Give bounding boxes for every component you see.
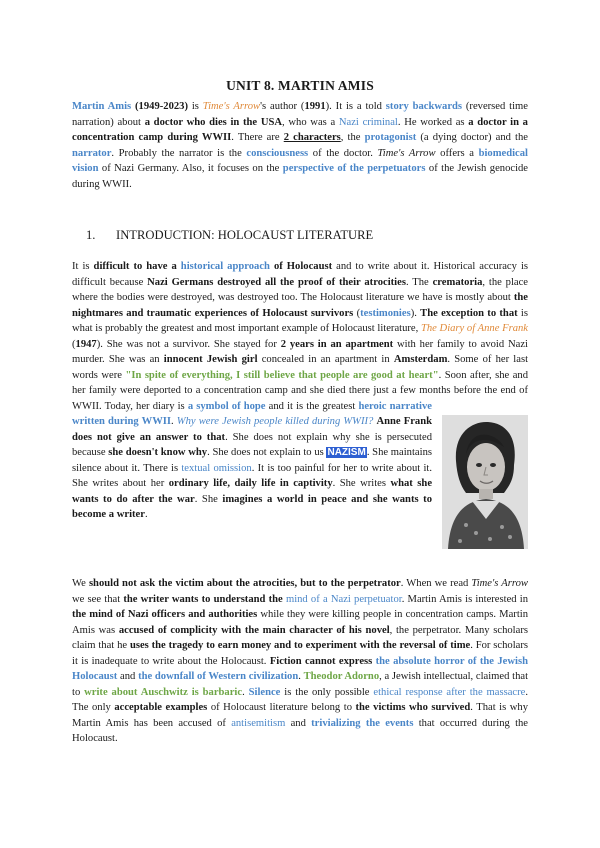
emphasis: Fiction cannot express [269, 655, 373, 667]
keyword: ethical response after the massacre [373, 686, 526, 698]
keyword: mind of a Nazi perpetuator [285, 593, 402, 605]
text-run: . He worked as [397, 116, 469, 128]
book-title: Time's Arrow [471, 578, 528, 589]
emphasis: of Holocaust [273, 261, 333, 272]
text-run: . She [194, 493, 223, 505]
emphasis: Nazi Germans destroyed all the proof of their atrocities [147, 276, 406, 288]
anne-frank-photo [442, 415, 528, 549]
text-run: . Probably the narrator is the [111, 147, 247, 159]
keyword: testimonies [360, 307, 411, 319]
text-run: . [144, 509, 148, 520]
text-run: (reversed time narration) about [72, 101, 528, 128]
text-run: concealed in an apartment in [257, 354, 394, 365]
emphasis: accused of complicity with the main character of his novel [118, 624, 390, 636]
text-run: . She writes [332, 478, 391, 489]
page-title: UNIT 8. MARTIN AMIS [226, 78, 374, 93]
keyword: heroic narrative written during WWII [72, 400, 432, 427]
emphasis: the nightmares and traumatic experiences of Holocaust survivors [72, 292, 528, 319]
keyword: consciousness [246, 147, 309, 159]
emphasis: uses the tragedy to earn money and to experiment with the reversal of time [129, 640, 471, 651]
emphasis: The exception to that [420, 307, 518, 319]
emphasis: 2 years in an apartment [280, 338, 394, 350]
text-run: . That is why Martin Amis has been accused of [72, 702, 528, 729]
keyword: narrator [72, 147, 112, 159]
text-run: of Holocaust literature belong to [207, 702, 356, 713]
publication-year: 1991 [304, 101, 326, 112]
text-run: ). It is a told [325, 101, 386, 112]
emphasis: she doesn't know why [108, 447, 208, 458]
emphasis: imagines a world in peace and she wants to become a writer [72, 493, 432, 520]
section-title: INTRODUCTION: HOLOCAUST LITERATURE [116, 228, 374, 242]
keyword: trivializing the events [311, 717, 414, 729]
section-number: 1. [86, 228, 96, 242]
text-run: , the [340, 132, 365, 143]
text-run: We [72, 578, 89, 589]
question: Why were Jewish people killed during WWII? [176, 416, 374, 427]
keyword: Silence [248, 686, 281, 698]
keyword: a symbol of hope [187, 400, 266, 412]
quote: "In spite of everything, I still believe that people are good at heart" [125, 369, 439, 381]
text-run: . She maintains silence about it. There is [72, 447, 432, 474]
text-run: . Some of her last words were [72, 354, 529, 381]
text-run: 's author ( [260, 101, 305, 112]
quote: write about Auschwitz is barbaric [84, 686, 243, 698]
keyword: story backwards [385, 101, 463, 112]
text-run: while they were killing people in concentration camps. Martin Amis was [72, 609, 528, 636]
text-run: . It is too painful for her to write about it. She writes about her [72, 462, 432, 489]
book-title: Time's Arrow [202, 101, 261, 112]
perpetrator-paragraph [72, 576, 528, 747]
keyword: historical approach [180, 261, 270, 272]
keyword: antisemitism [231, 717, 286, 729]
author-dates: (1949-2023) [135, 101, 188, 112]
text-run: ( [353, 307, 361, 319]
text-run: of the Jewish genocide during WWII. [72, 163, 529, 190]
emphasis: Anne Frank does not give an answer to that [72, 416, 432, 443]
publication-year: 1947 [75, 338, 97, 350]
text-run: ). [410, 307, 421, 319]
text-run: , the place where the bodies were destroyed, was destroyed too. The Holocaust literature we have is mostly about [72, 276, 529, 303]
text-run: offers a [435, 147, 479, 159]
emphasis: innocent Jewish girl [163, 354, 258, 365]
text-run: with her family to avoid Nazi murder. She was an [72, 338, 528, 365]
keyword: the absolute horror of the Jewish Holocaust [72, 655, 528, 682]
text-run: . When we read [400, 578, 472, 589]
text-run: . [242, 686, 249, 698]
book-title: Time's Arrow [377, 147, 436, 159]
text-run: of the doctor. [308, 147, 378, 159]
text-run: that occurred during the Holocaust. [72, 717, 529, 744]
emphasis: ordinary life, daily life in captivity [168, 478, 333, 489]
emphasis: a doctor in a concentration camp during WWII [72, 116, 528, 143]
keyword: biomedical vision [72, 147, 528, 174]
text-run: is what is probably the greatest and most important example of Holocaust literature, [72, 307, 528, 334]
text-run: is [188, 101, 203, 112]
text-run: . The [405, 276, 433, 288]
emphasis: a doctor who dies in the USA [144, 116, 283, 128]
text-run: we see that [72, 593, 124, 605]
book-title: The Diary of Anne Frank [420, 323, 528, 334]
text-run: and [117, 671, 139, 682]
text-run: . Martin Amis is interested in [401, 593, 528, 605]
emphasis: 2 characters [283, 132, 341, 143]
text-run: . She does not explain to us [207, 447, 327, 458]
emphasis: crematoria [432, 276, 483, 288]
text-run: and [285, 717, 312, 729]
text-run: is the only possible [280, 686, 374, 698]
emphasis: the victims who survived [355, 702, 471, 713]
text-run: . She does not explain why she is persecuted because [72, 431, 432, 458]
text-run: . [298, 671, 304, 682]
keyword: Nazi criminal [338, 116, 398, 128]
highlighted-keyword: NAZISM [327, 447, 366, 458]
section-heading [86, 228, 373, 243]
text-run: , the perpetrator. Many scholars claim that he [72, 624, 528, 651]
holocaust-paragraph [72, 259, 528, 551]
text-run: , who was a [282, 116, 339, 128]
text-run: It is [72, 261, 94, 272]
keyword: protagonist [364, 132, 417, 143]
text-run: . There are [231, 132, 284, 143]
text-run: , a Jewish intellectual, claimed that to [72, 671, 529, 698]
text-run: ). She was not a survivor. She stayed for [96, 338, 281, 350]
text-run: . The only [72, 686, 529, 713]
intro-paragraph [72, 99, 528, 192]
keyword: the downfall of Western civilization [138, 671, 299, 682]
text-run: and to write about it. Historical accuracy is difficult because [72, 261, 529, 288]
text-run: . Soon after, she and her family were deported to a concentration camp and she died there just a few months before the end of WWII. Today, her diary is [72, 369, 528, 412]
portrait-image [442, 415, 528, 549]
text-run: (a dying doctor) and the [416, 132, 528, 143]
text-run: of Nazi Germany. Also, it focuses on the [98, 163, 283, 174]
keyword: perspective of the perpetuators [282, 163, 426, 174]
text-run: and it is the greatest [265, 400, 359, 412]
emphasis: difficult to have a [93, 261, 177, 272]
emphasis: what she wants to do after the war [72, 478, 433, 505]
person-name: Theodor Adorno [303, 671, 380, 682]
author-name: Martin Amis [72, 101, 132, 112]
emphasis: should not ask the victim about the atrocities, but to the perpetrator [88, 578, 401, 589]
text-run: . [171, 416, 177, 427]
emphasis: acceptable examples [114, 702, 208, 713]
text-run: . For scholars it is inadequate to write about the Holocaust. [72, 640, 528, 667]
emphasis: the writer wants to understand the [123, 593, 283, 605]
emphasis: the mind of Nazi officers and authorities [72, 609, 258, 620]
emphasis: Amsterdam [393, 354, 448, 365]
keyword: textual omission [181, 462, 252, 474]
text-run: ( [72, 338, 76, 350]
